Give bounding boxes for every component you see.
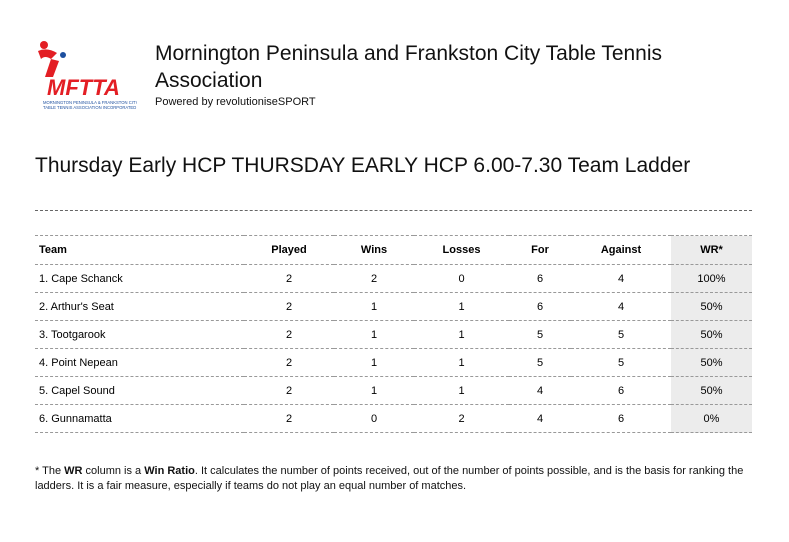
team-cell: 1. Cape Schanck [35, 265, 244, 293]
wr-cell: 50% [671, 293, 752, 321]
against-cell: 6 [571, 377, 671, 405]
team-cell: 5. Capel Sound [35, 377, 244, 405]
wr-cell: 0% [671, 405, 752, 433]
team-cell: 6. Gunnamatta [35, 405, 244, 433]
wr-cell: 50% [671, 349, 752, 377]
col-losses: Losses [414, 236, 509, 265]
col-played: Played [244, 236, 334, 265]
against-cell: 4 [571, 265, 671, 293]
for-cell: 6 [509, 265, 571, 293]
losses-cell: 2 [414, 405, 509, 433]
footnote-prefix: * The [35, 465, 65, 477]
table-header-row [35, 236, 752, 265]
for-cell: 6 [509, 293, 571, 321]
wins-cell: 1 [334, 293, 414, 321]
footnote-win-ratio: Win Ratio [144, 465, 195, 477]
svg-text:MORNINGTON PENINSULA & FRANKST: MORNINGTON PENINSULA & FRANKSTON CITY [43, 100, 137, 105]
table-row [35, 377, 752, 405]
ball-icon [60, 52, 66, 58]
played-cell: 2 [244, 377, 334, 405]
wr-cell: 100% [671, 265, 752, 293]
col-wins: Wins [334, 236, 414, 265]
ladder-table [35, 235, 752, 433]
losses-cell: 1 [414, 321, 509, 349]
for-cell: 4 [509, 377, 571, 405]
powered-by: Powered by revolutioniseSPORT [155, 96, 316, 108]
table-row [35, 321, 752, 349]
table-row [35, 349, 752, 377]
table-row [35, 265, 752, 293]
team-cell: 3. Tootgarook [35, 321, 244, 349]
wins-cell: 1 [334, 321, 414, 349]
wins-cell: 1 [334, 377, 414, 405]
association-logo [35, 37, 137, 112]
against-cell: 6 [571, 405, 671, 433]
wr-cell: 50% [671, 321, 752, 349]
played-cell: 2 [244, 405, 334, 433]
wins-cell: 2 [334, 265, 414, 293]
col-wr: WR* [671, 236, 752, 265]
player-head-icon [40, 41, 48, 49]
footnote-middle: column is a [82, 465, 145, 477]
table-row [35, 405, 752, 433]
played-cell: 2 [244, 293, 334, 321]
wr-cell: 50% [671, 377, 752, 405]
org-name: Mornington Peninsula and Frankston City Table Tennis Association [155, 42, 663, 92]
played-cell: 2 [244, 321, 334, 349]
losses-cell: 0 [414, 265, 509, 293]
col-team: Team [35, 236, 244, 265]
col-for: For [509, 236, 571, 265]
played-cell: 2 [244, 265, 334, 293]
against-cell: 5 [571, 349, 671, 377]
svg-text:TABLE TENNIS ASSOCIATION INCOR: TABLE TENNIS ASSOCIATION INCORPORATED [43, 105, 137, 110]
for-cell: 4 [509, 405, 571, 433]
footnote-wr: WR [64, 465, 83, 477]
losses-cell: 1 [414, 293, 509, 321]
wins-cell: 1 [334, 349, 414, 377]
col-against: Against [571, 236, 671, 265]
team-cell: 4. Point Nepean [35, 349, 244, 377]
title-divider [35, 210, 752, 211]
against-cell: 5 [571, 321, 671, 349]
for-cell: 5 [509, 321, 571, 349]
team-cell: 2. Arthur's Seat [35, 293, 244, 321]
against-cell: 4 [571, 293, 671, 321]
losses-cell: 1 [414, 349, 509, 377]
for-cell: 5 [509, 349, 571, 377]
table-row [35, 293, 752, 321]
footnote-rest: . It calculates the number of points received, out of the number of points possible, and is the basis for ranking the ladders. It is a fair measure, especially if teams do not play an equal number of matches. [35, 465, 744, 492]
wr-footnote [35, 464, 752, 494]
wins-cell: 0 [334, 405, 414, 433]
svg-text:MFTTA: MFTTA [47, 75, 120, 100]
played-cell: 2 [244, 349, 334, 377]
losses-cell: 1 [414, 377, 509, 405]
page-title: Thursday Early HCP THURSDAY EARLY HCP 6.00-7.30 Team Ladder [35, 154, 691, 177]
